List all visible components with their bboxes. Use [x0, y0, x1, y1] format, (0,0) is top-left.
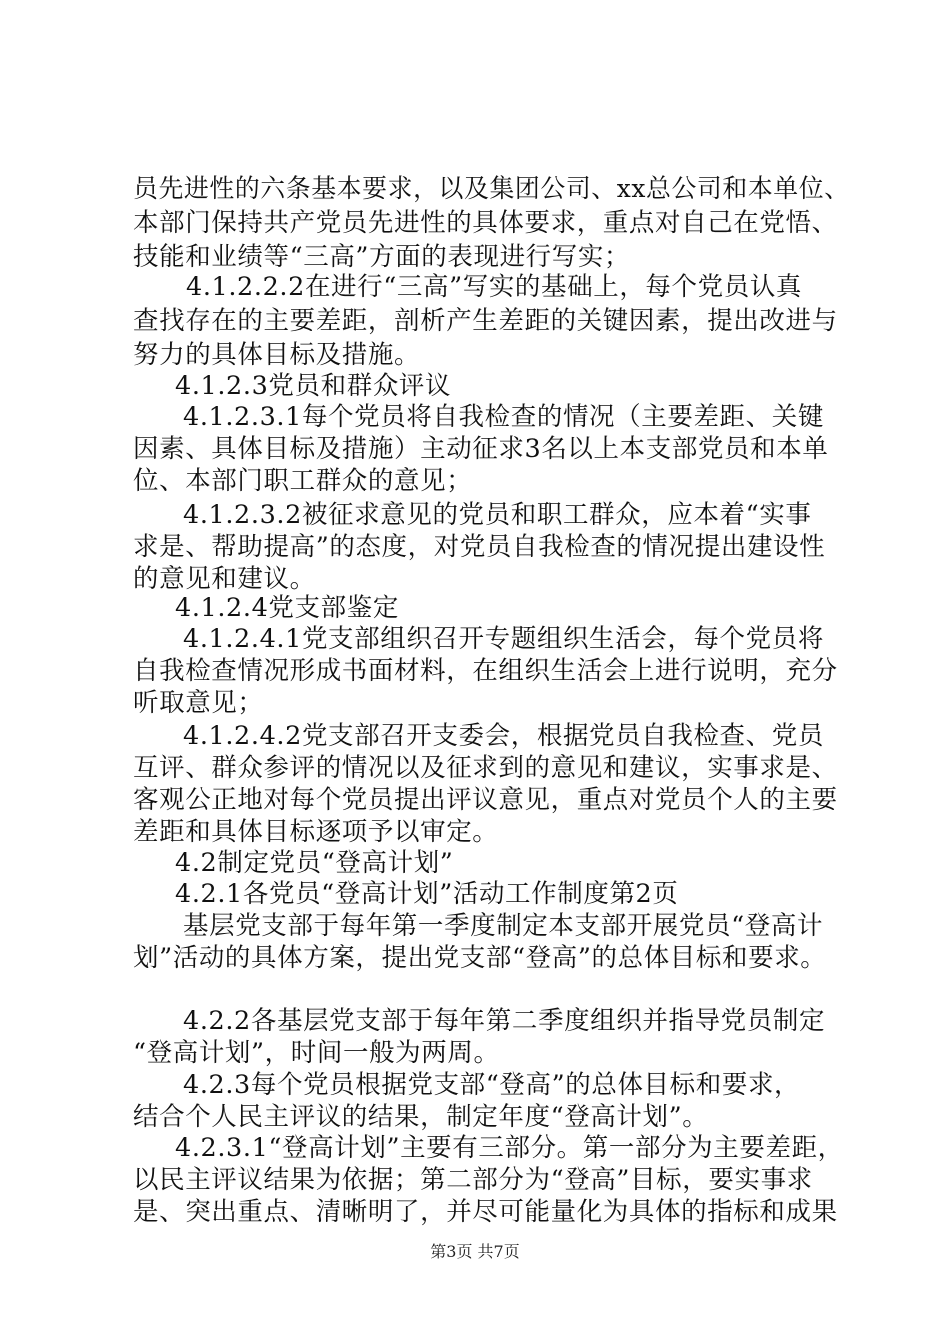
text-line: 划”活动的具体方案，提出党支部“登高”的总体目标和要求。 [133, 943, 827, 973]
text-line: 努力的具体目标及措施。 [133, 340, 421, 370]
text-line: 是、突出重点、清晰明了，并尽可能量化为具体的指标和成果 [133, 1197, 838, 1227]
section-heading: 4.2.1各党员“登高计划”活动工作制度第2页 [175, 879, 679, 909]
text-line: 4.2.2各基层党支部于每年第二季度组织并指导党员制定 [183, 1006, 826, 1036]
section-heading: 4.1.2.4党支部鉴定 [175, 593, 399, 623]
text-line: 以民主评议结果为依据；第二部分为“登高”目标，要实事求 [133, 1165, 813, 1195]
page-footer: 第3页 共7页 [430, 1242, 520, 1261]
text-line: 4.1.2.2.2在进行“三高”写实的基础上，每个党员认真 [186, 272, 803, 302]
text-line: 互评、群众参评的情况以及征求到的意见和建议，实事求是、 [133, 753, 838, 783]
text-line: 4.1.2.3.2被征求意见的党员和职工群众，应本着“实事 [183, 500, 812, 530]
text-line: 4.2.3每个党员根据党支部“登高”的总体目标和要求， [183, 1070, 801, 1100]
text-line: 员先进性的六条基本要求，以及集团公司、xx总公司和本单位、 [133, 174, 850, 204]
text-line: “登高计划”，时间一般为两周。 [133, 1038, 500, 1068]
text-line: 的意见和建议。 [133, 564, 316, 594]
section-heading: 4.1.2.3党员和群众评议 [175, 371, 452, 401]
text-line: 位、本部门职工群众的意见； [133, 466, 473, 496]
text-line: 4.1.2.4.1党支部组织召开专题组织生活会，每个党员将 [183, 624, 824, 654]
text-line: 结合个人民主评议的结果，制定年度“登高计划”。 [133, 1102, 709, 1132]
text-line: 因素、具体目标及措施）主动征求3名以上本支部党员和本单 [133, 434, 829, 464]
text-line: 查找存在的主要差距，剖析产生差距的关键因素，提出改进与 [133, 306, 838, 336]
text-line: 4.2.3.1“登高计划”主要有三部分。第一部分为主要差距， [175, 1133, 844, 1163]
text-line: 基层党支部于每年第一季度制定本支部开展党员“登高计 [183, 911, 824, 941]
text-line: 4.1.2.3.1每个党员将自我检查的情况（主要差距、关键 [183, 402, 824, 432]
text-line: 求是、帮助提高”的态度，对党员自我检查的情况提出建设性 [133, 532, 826, 562]
text-line: 技能和业绩等“三高”方面的表现进行写实； [133, 242, 631, 272]
text-line: 客观公正地对每个党员提出评议意见，重点对党员个人的主要 [133, 785, 838, 815]
section-heading: 4.2制定党员“登高计划” [175, 848, 454, 878]
text-line: 4.1.2.4.2党支部召开支委会，根据党员自我检查、党员 [183, 721, 824, 751]
text-line: 自我检查情况形成书面材料，在组织生活会上进行说明，充分 [133, 656, 838, 686]
text-line: 差距和具体目标逐项予以审定。 [133, 817, 499, 847]
text-line: 听取意见； [133, 688, 264, 718]
text-line: 本部门保持共产党员先进性的具体要求，重点对自己在党悟、 [133, 208, 838, 238]
